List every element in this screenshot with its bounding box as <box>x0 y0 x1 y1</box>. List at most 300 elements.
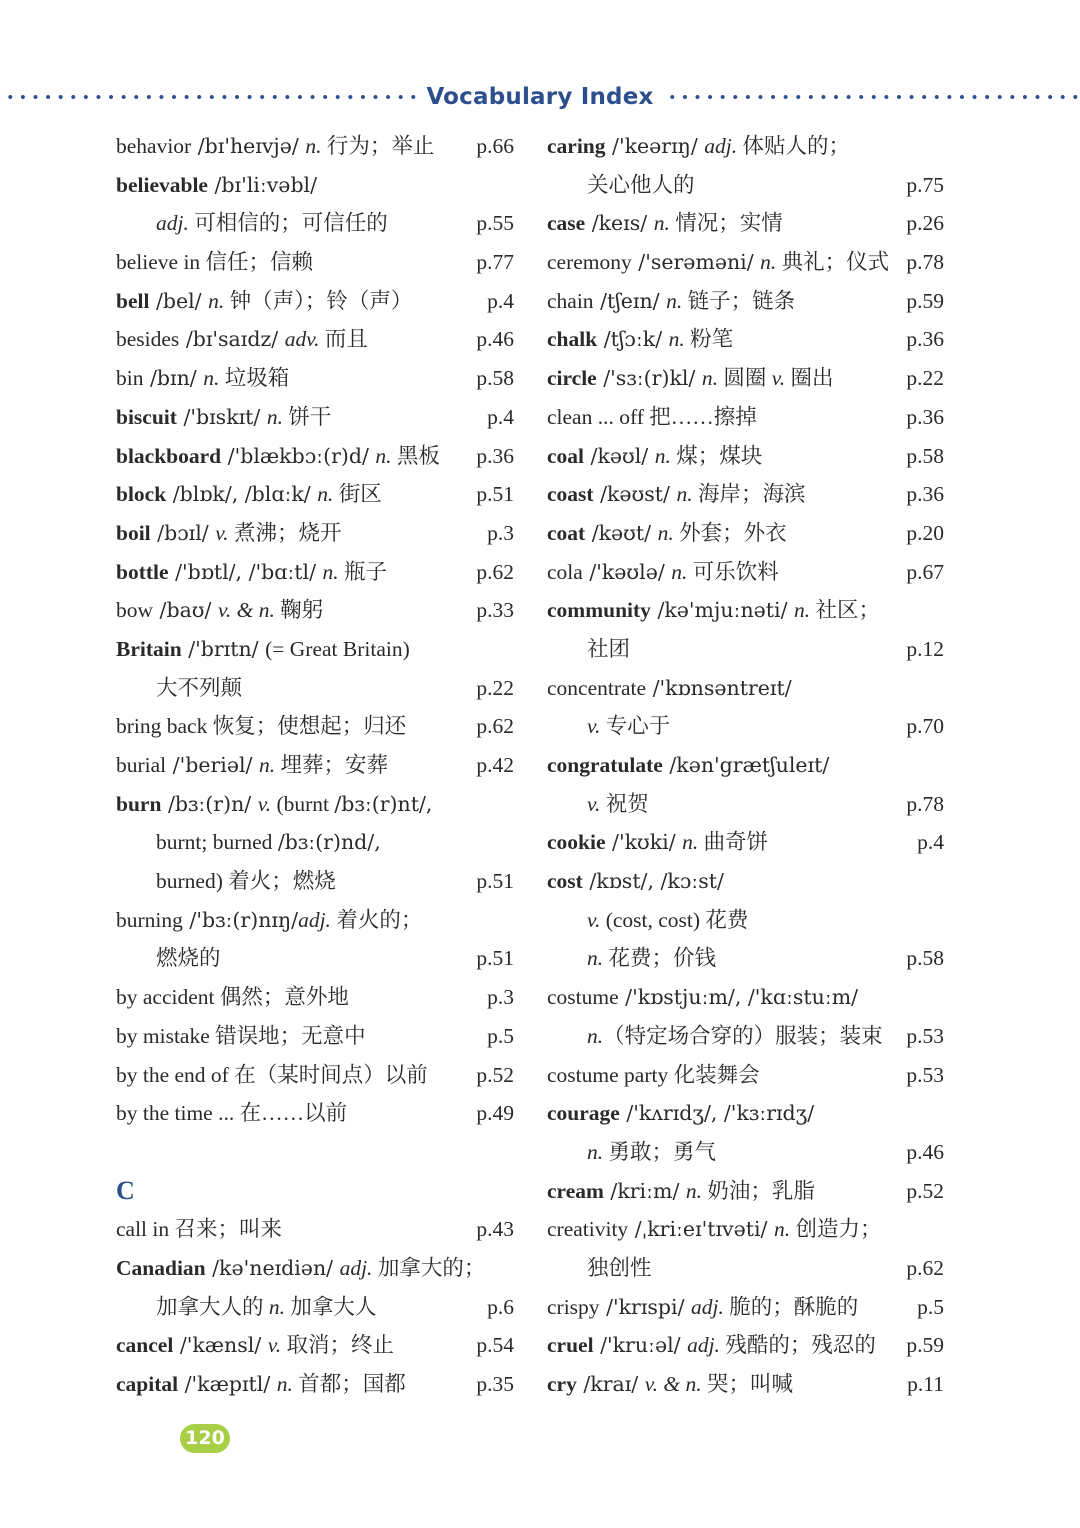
headword: cookie <box>547 830 606 855</box>
page-reference: p.59 <box>906 288 944 313</box>
page-reference: p.49 <box>476 1101 514 1126</box>
phonetic: /bɜː(r)nt/, <box>334 791 433 816</box>
entry-text <box>116 669 242 708</box>
entry-text <box>116 514 341 553</box>
index-entry <box>116 514 514 553</box>
entry-text <box>547 669 792 708</box>
headword: burn <box>116 791 162 816</box>
entry-segment: (burnt <box>271 791 335 816</box>
part-of-speech: n. <box>587 1023 604 1048</box>
phonetic: /kə'mjuːnəti/ <box>650 598 794 623</box>
headword: believable <box>116 172 208 197</box>
page-reference: p.51 <box>476 869 514 894</box>
page-reference: p.51 <box>476 482 514 507</box>
index-column-right <box>547 127 944 1404</box>
entry-segment: burned) 着火；燃烧 <box>156 869 336 894</box>
section-letter-heading: C <box>116 1175 135 1205</box>
index-entry-continuation <box>116 204 514 243</box>
entry-text <box>116 166 317 205</box>
entry-segment: 饼干 <box>282 404 332 429</box>
page-reference: p.58 <box>906 443 944 468</box>
part-of-speech: n. <box>268 1294 286 1319</box>
entry-text <box>116 243 313 282</box>
phonetic: /'sɜː(r)kl/ <box>596 366 702 391</box>
index-entry <box>116 746 514 785</box>
entry-segment: 黑板 <box>391 443 440 468</box>
page-reference: p.67 <box>906 559 944 584</box>
index-entry <box>116 630 514 669</box>
page-reference: p.4 <box>487 404 514 429</box>
page-reference: p.4 <box>487 288 514 313</box>
entry-text <box>547 1365 793 1404</box>
entry-text <box>547 475 805 514</box>
entry-text <box>547 1326 876 1365</box>
phonetic: /tʃɔːk/ <box>597 327 669 352</box>
page-reference: p.70 <box>906 714 944 739</box>
index-entry <box>116 553 514 592</box>
headword: blackboard <box>116 443 222 468</box>
part-of-speech: n. <box>682 830 699 855</box>
part-of-speech: n. <box>685 1178 703 1203</box>
headword: community <box>547 598 651 623</box>
phonetic: /bɜː(r)n/ <box>161 791 258 816</box>
index-entry-continuation <box>547 901 944 940</box>
page-reference: p.35 <box>476 1372 514 1396</box>
entry-segment: clean ... off 把……擦掉 <box>547 404 757 429</box>
entry-segment: 独创性 <box>587 1255 652 1280</box>
part-of-speech: adj. <box>691 1294 724 1319</box>
entry-text <box>116 359 289 398</box>
entry-segment: 可乐饮料 <box>687 559 779 584</box>
page-reference: p.36 <box>906 327 944 352</box>
part-of-speech: v. <box>587 791 601 816</box>
entry-text <box>116 320 368 359</box>
phonetic: /kən'grætʃuleɪt/ <box>662 753 830 777</box>
phonetic: /'serəməni/ <box>631 250 761 275</box>
index-entry-continuation <box>547 785 944 824</box>
page-reference: p.36 <box>906 404 944 429</box>
headword: coast <box>547 482 594 507</box>
page-reference: p.77 <box>476 250 514 275</box>
page-reference: p.54 <box>476 1333 514 1358</box>
part-of-speech: n. <box>668 327 685 352</box>
index-entry <box>116 1249 514 1288</box>
phonetic: /kriːm/ <box>603 1178 686 1203</box>
phonetic: /'kʊki/ <box>605 830 683 855</box>
page-reference: p.53 <box>906 1062 944 1087</box>
headword: bottle <box>116 559 169 584</box>
phonetic: /'beriəl/ <box>166 753 259 777</box>
page-reference: p.5 <box>917 1294 944 1319</box>
index-entry <box>116 475 514 514</box>
entry-segment: by accident 偶然；意外地 <box>116 985 349 1010</box>
entry-segment: 煤；煤块 <box>670 443 763 468</box>
entry-segment: （特定场合穿的）服装；装束 <box>603 1023 883 1048</box>
entry-segment: 煮沸；烧开 <box>228 520 342 545</box>
index-entry-continuation <box>547 707 944 746</box>
entry-segment: 情况；实情 <box>669 211 783 236</box>
phonetic: /blɒk/, /blɑːk/ <box>166 482 318 507</box>
phonetic: /kəʊst/ <box>593 482 677 507</box>
entry-text <box>547 243 889 282</box>
entry-text <box>547 437 762 476</box>
index-entry <box>547 669 944 708</box>
index-entry <box>116 1365 514 1404</box>
index-entry <box>116 591 514 630</box>
entry-text <box>547 553 779 592</box>
phonetic: /kəʊt/ <box>585 520 658 545</box>
entry-segment: behavior <box>116 134 192 158</box>
phonetic: /'krɪspi/ <box>599 1294 692 1319</box>
entry-text <box>547 1133 716 1172</box>
index-entry <box>547 475 944 514</box>
index-entry <box>116 901 514 940</box>
entry-segment: 奶油；乳脂 <box>702 1178 815 1203</box>
entry-text <box>116 127 434 166</box>
entry-segment: believe in 信任；信赖 <box>116 250 314 275</box>
entry-text <box>547 901 748 940</box>
entry-text <box>116 707 406 746</box>
index-entry <box>116 127 514 166</box>
entry-text <box>547 1094 814 1133</box>
index-entry <box>547 437 944 476</box>
index-entry <box>547 862 944 901</box>
section-spacer <box>116 1133 514 1172</box>
part-of-speech: n. <box>305 134 322 158</box>
part-of-speech: v. & n. <box>217 598 275 623</box>
index-entry <box>547 1210 944 1249</box>
phonetic: /kə'neɪdiən/ <box>205 1255 340 1280</box>
entry-segment: burning <box>116 907 183 932</box>
entry-segment: burial <box>116 753 167 777</box>
index-entry <box>547 320 944 359</box>
entry-segment: 创造力； <box>790 1217 882 1242</box>
entry-text <box>547 166 695 205</box>
headword: caring <box>547 134 606 158</box>
phonetic: /bɪn/ <box>143 366 204 391</box>
entry-text <box>116 398 331 437</box>
entry-text <box>116 785 432 824</box>
part-of-speech: adj. <box>298 907 331 932</box>
entry-segment: 燃烧的 <box>156 946 221 971</box>
entry-segment: 垃圾箱 <box>219 366 290 391</box>
entry-segment: costume party 化装舞会 <box>547 1062 760 1087</box>
entry-text <box>547 591 880 630</box>
entry-text <box>116 630 410 669</box>
entry-text <box>547 359 833 398</box>
headword: biscuit <box>116 404 177 429</box>
part-of-speech: n. <box>794 598 811 623</box>
part-of-speech: n. <box>654 443 671 468</box>
headword: block <box>116 482 167 507</box>
index-entry-continuation <box>116 669 514 708</box>
phonetic: /bel/ <box>149 288 209 313</box>
part-of-speech: adj. <box>339 1255 373 1280</box>
page-reference: p.58 <box>476 366 514 391</box>
index-entry <box>116 1017 514 1056</box>
index-entry-continuation <box>547 1249 944 1288</box>
index-entry <box>547 127 944 166</box>
part-of-speech: adj. <box>704 134 738 158</box>
index-entry-continuation <box>116 823 514 862</box>
entry-segment: 钟（声）；铃（声） <box>224 288 413 313</box>
phonetic: /'bɒtl/, /'bɑːtl/ <box>168 559 323 584</box>
headword: cream <box>547 1178 604 1203</box>
index-entry-continuation <box>116 939 514 978</box>
page-reference: p.22 <box>476 675 514 700</box>
headword: courage <box>547 1101 620 1126</box>
page-reference: p.78 <box>906 791 944 816</box>
entry-segment: 圈出 <box>785 366 834 391</box>
index-entry-continuation <box>547 1017 944 1056</box>
entry-segment: crispy <box>547 1294 600 1319</box>
entry-segment: 而且 <box>319 327 368 352</box>
part-of-speech: adv. <box>284 327 320 352</box>
entry-segment: 行为；举止 <box>321 134 435 158</box>
phonetic: /'kɒnsəntreɪt/ <box>646 675 792 700</box>
phonetic: /'bɜː(r)nɪŋ/ <box>182 907 299 932</box>
part-of-speech: n. <box>666 288 683 313</box>
page-reference: p.6 <box>487 1294 514 1319</box>
phonetic: /bɪ'liːvəbl/ <box>207 172 318 197</box>
index-entry <box>547 823 944 862</box>
entry-text <box>116 1094 347 1133</box>
headword: bell <box>116 288 150 313</box>
index-entry <box>547 553 944 592</box>
entry-segment: call in 召来；叫来 <box>116 1217 283 1242</box>
entry-text <box>547 1288 858 1327</box>
index-entry <box>547 1326 944 1365</box>
entry-text <box>116 553 387 592</box>
page-reference: p.62 <box>476 714 514 739</box>
page-reference: p.43 <box>476 1217 514 1242</box>
entry-segment: 专心于 <box>600 714 671 739</box>
headword: chalk <box>547 327 598 352</box>
part-of-speech: n. <box>587 1139 604 1164</box>
index-entry <box>547 398 944 437</box>
entry-segment: 祝贺 <box>600 791 649 816</box>
entry-text <box>547 127 850 166</box>
entry-segment: 体贴人的； <box>737 134 851 158</box>
entry-segment: 圆圈 <box>717 366 772 391</box>
entry-segment: 社区； <box>810 598 881 623</box>
page-reference: p.12 <box>906 636 944 661</box>
index-entry <box>116 320 514 359</box>
page-reference: p.26 <box>906 211 944 236</box>
entry-segment: creativity <box>547 1217 629 1242</box>
phonetic: /'kəʊlə/ <box>582 559 672 584</box>
entry-segment: bring back 恢复；使想起；归还 <box>116 714 407 739</box>
page-reference: p.42 <box>476 753 514 777</box>
headword: cost <box>547 869 583 894</box>
index-entry <box>547 243 944 282</box>
entry-segment: 哭；叫喊 <box>701 1372 794 1396</box>
phonetic: /kraɪ/ <box>576 1372 645 1396</box>
index-entry <box>547 1288 944 1327</box>
entry-text <box>116 1017 366 1056</box>
entry-text <box>116 862 336 901</box>
entry-text <box>116 1210 282 1249</box>
page-reference: p.78 <box>906 250 944 275</box>
entry-text <box>547 398 757 437</box>
phonetic: /baʊ/ <box>153 598 218 623</box>
phonetic: /keɪs/ <box>585 211 654 236</box>
part-of-speech: n. <box>773 1217 791 1242</box>
entry-segment: 埋葬；安葬 <box>275 753 388 777</box>
phonetic: /bɪ'saɪdz/ <box>179 327 285 352</box>
page-reference: p.20 <box>906 520 944 545</box>
phonetic: /bɪ'heɪvjə/ <box>191 134 306 158</box>
entry-segment: burnt; burned <box>156 830 278 855</box>
entry-text <box>547 1249 652 1288</box>
index-entry <box>547 514 944 553</box>
entry-segment: 鞠躬 <box>274 598 324 623</box>
entry-text <box>547 746 829 785</box>
phonetic: /bɔɪl/ <box>150 520 216 545</box>
headword: coal <box>547 443 585 468</box>
part-of-speech: v. <box>587 714 601 739</box>
entry-text <box>547 1172 815 1211</box>
phonetic: /'kɒstjuːm/, /'kɑːstuːm/ <box>618 985 859 1010</box>
index-entry <box>116 1326 514 1365</box>
phonetic: /'keərɪŋ/ <box>605 134 705 158</box>
index-entry <box>116 785 514 824</box>
part-of-speech: adj. <box>687 1333 720 1358</box>
index-entry <box>116 1056 514 1095</box>
index-entry <box>547 1172 944 1211</box>
phonetic: /bɜː(r)nd/, <box>277 830 381 855</box>
index-entry-continuation <box>116 1288 514 1327</box>
phonetic: /ˌkriːeɪ'tɪvəti/ <box>628 1217 774 1242</box>
entry-segment: 可相信的；可信任的 <box>188 211 388 236</box>
entry-segment: 海岸；海滨 <box>692 482 806 507</box>
entry-text <box>547 282 795 321</box>
entry-text <box>116 823 381 862</box>
entry-text <box>116 204 388 243</box>
phonetic: /'kæpɪtl/ <box>178 1372 277 1396</box>
entry-segment: 外套；外衣 <box>673 520 787 545</box>
index-entry-continuation <box>116 862 514 901</box>
entry-segment: 加拿大人 <box>285 1294 377 1319</box>
entry-segment: by mistake 错误地；无意中 <box>116 1023 366 1048</box>
page-reference: p.58 <box>906 946 944 971</box>
dotted-rule-left <box>2 94 416 100</box>
part-of-speech: n. <box>701 366 718 391</box>
entry-text <box>116 746 388 785</box>
headword: cancel <box>116 1333 174 1358</box>
entry-segment: 粉笔 <box>684 327 734 352</box>
entry-text <box>547 204 783 243</box>
entry-text <box>547 1056 760 1095</box>
part-of-speech: v. <box>267 1333 282 1358</box>
part-of-speech: n. <box>322 559 339 584</box>
part-of-speech: v. <box>771 366 786 391</box>
index-entry <box>116 437 514 476</box>
index-entry-continuation <box>547 939 944 978</box>
page-header <box>0 80 1080 114</box>
entry-text <box>116 901 422 940</box>
page-reference: p.3 <box>487 985 514 1010</box>
page-reference: p.22 <box>906 366 944 391</box>
entry-text <box>116 1288 376 1327</box>
headword: case <box>547 211 586 236</box>
page-reference: p.51 <box>476 946 514 971</box>
entry-text <box>547 1017 883 1056</box>
part-of-speech: n. <box>587 946 604 971</box>
page-reference: p.36 <box>906 482 944 507</box>
page-reference: p.53 <box>906 1023 944 1048</box>
page-reference: p.52 <box>906 1178 944 1203</box>
entry-text <box>547 1210 882 1249</box>
entry-segment: 社团 <box>587 636 631 661</box>
entry-text <box>547 978 858 1017</box>
headword: coat <box>547 520 586 545</box>
part-of-speech: n. <box>657 520 674 545</box>
entry-segment: bow <box>116 598 154 623</box>
page-reference: p.46 <box>906 1139 944 1164</box>
entry-segment: 取消；终止 <box>281 1333 394 1358</box>
entry-text <box>547 823 768 862</box>
index-entry <box>547 204 944 243</box>
entry-segment: cola <box>547 559 583 584</box>
headword: cry <box>547 1372 577 1396</box>
page-reference: p.33 <box>476 598 514 623</box>
index-entry <box>116 978 514 1017</box>
entry-segment: 残酷的；残忍的 <box>719 1333 876 1358</box>
entry-text <box>116 437 440 476</box>
phonetic: /'kruːəl/ <box>593 1333 688 1358</box>
part-of-speech: n. <box>258 753 276 777</box>
index-entry <box>547 359 944 398</box>
dotted-rule-right <box>664 94 1078 100</box>
entry-segment: 着火的； <box>330 907 423 932</box>
entry-segment: 瓶子 <box>338 559 388 584</box>
entry-text <box>116 1365 406 1404</box>
headword: capital <box>116 1372 179 1396</box>
page-reference: p.11 <box>907 1372 944 1396</box>
entry-segment: bin <box>116 366 144 391</box>
part-of-speech: n. <box>375 443 392 468</box>
entry-segment: 链子；链条 <box>682 288 796 313</box>
part-of-speech: v. <box>215 520 229 545</box>
headword: boil <box>116 520 151 545</box>
entry-segment: (cost, cost) 花费 <box>600 907 749 932</box>
entry-segment: (= Great Britain) <box>265 636 410 661</box>
part-of-speech: v. <box>257 791 272 816</box>
entry-segment: 勇敢；勇气 <box>603 1139 717 1164</box>
entry-segment: by the end of 在（某时间点）以前 <box>116 1062 428 1087</box>
headword: Canadian <box>116 1255 206 1280</box>
index-entry-continuation <box>547 630 944 669</box>
page-reference: p.62 <box>476 559 514 584</box>
entry-text <box>547 630 630 669</box>
part-of-speech: n. <box>760 250 777 275</box>
entry-text <box>116 939 221 978</box>
index-entry <box>547 978 944 1017</box>
index-entry <box>547 1365 944 1404</box>
page-reference: p.75 <box>906 172 944 197</box>
entry-segment: 关心他人的 <box>587 172 695 197</box>
page-reference: p.66 <box>476 134 514 158</box>
page-reference: p.59 <box>906 1333 944 1358</box>
index-entry-continuation <box>547 1133 944 1172</box>
part-of-speech: n. <box>671 559 688 584</box>
phonetic: /'kænsl/ <box>173 1333 268 1358</box>
index-entry <box>547 591 944 630</box>
part-of-speech: n. <box>653 211 670 236</box>
entry-text <box>547 785 649 824</box>
part-of-speech: n. <box>266 404 283 429</box>
